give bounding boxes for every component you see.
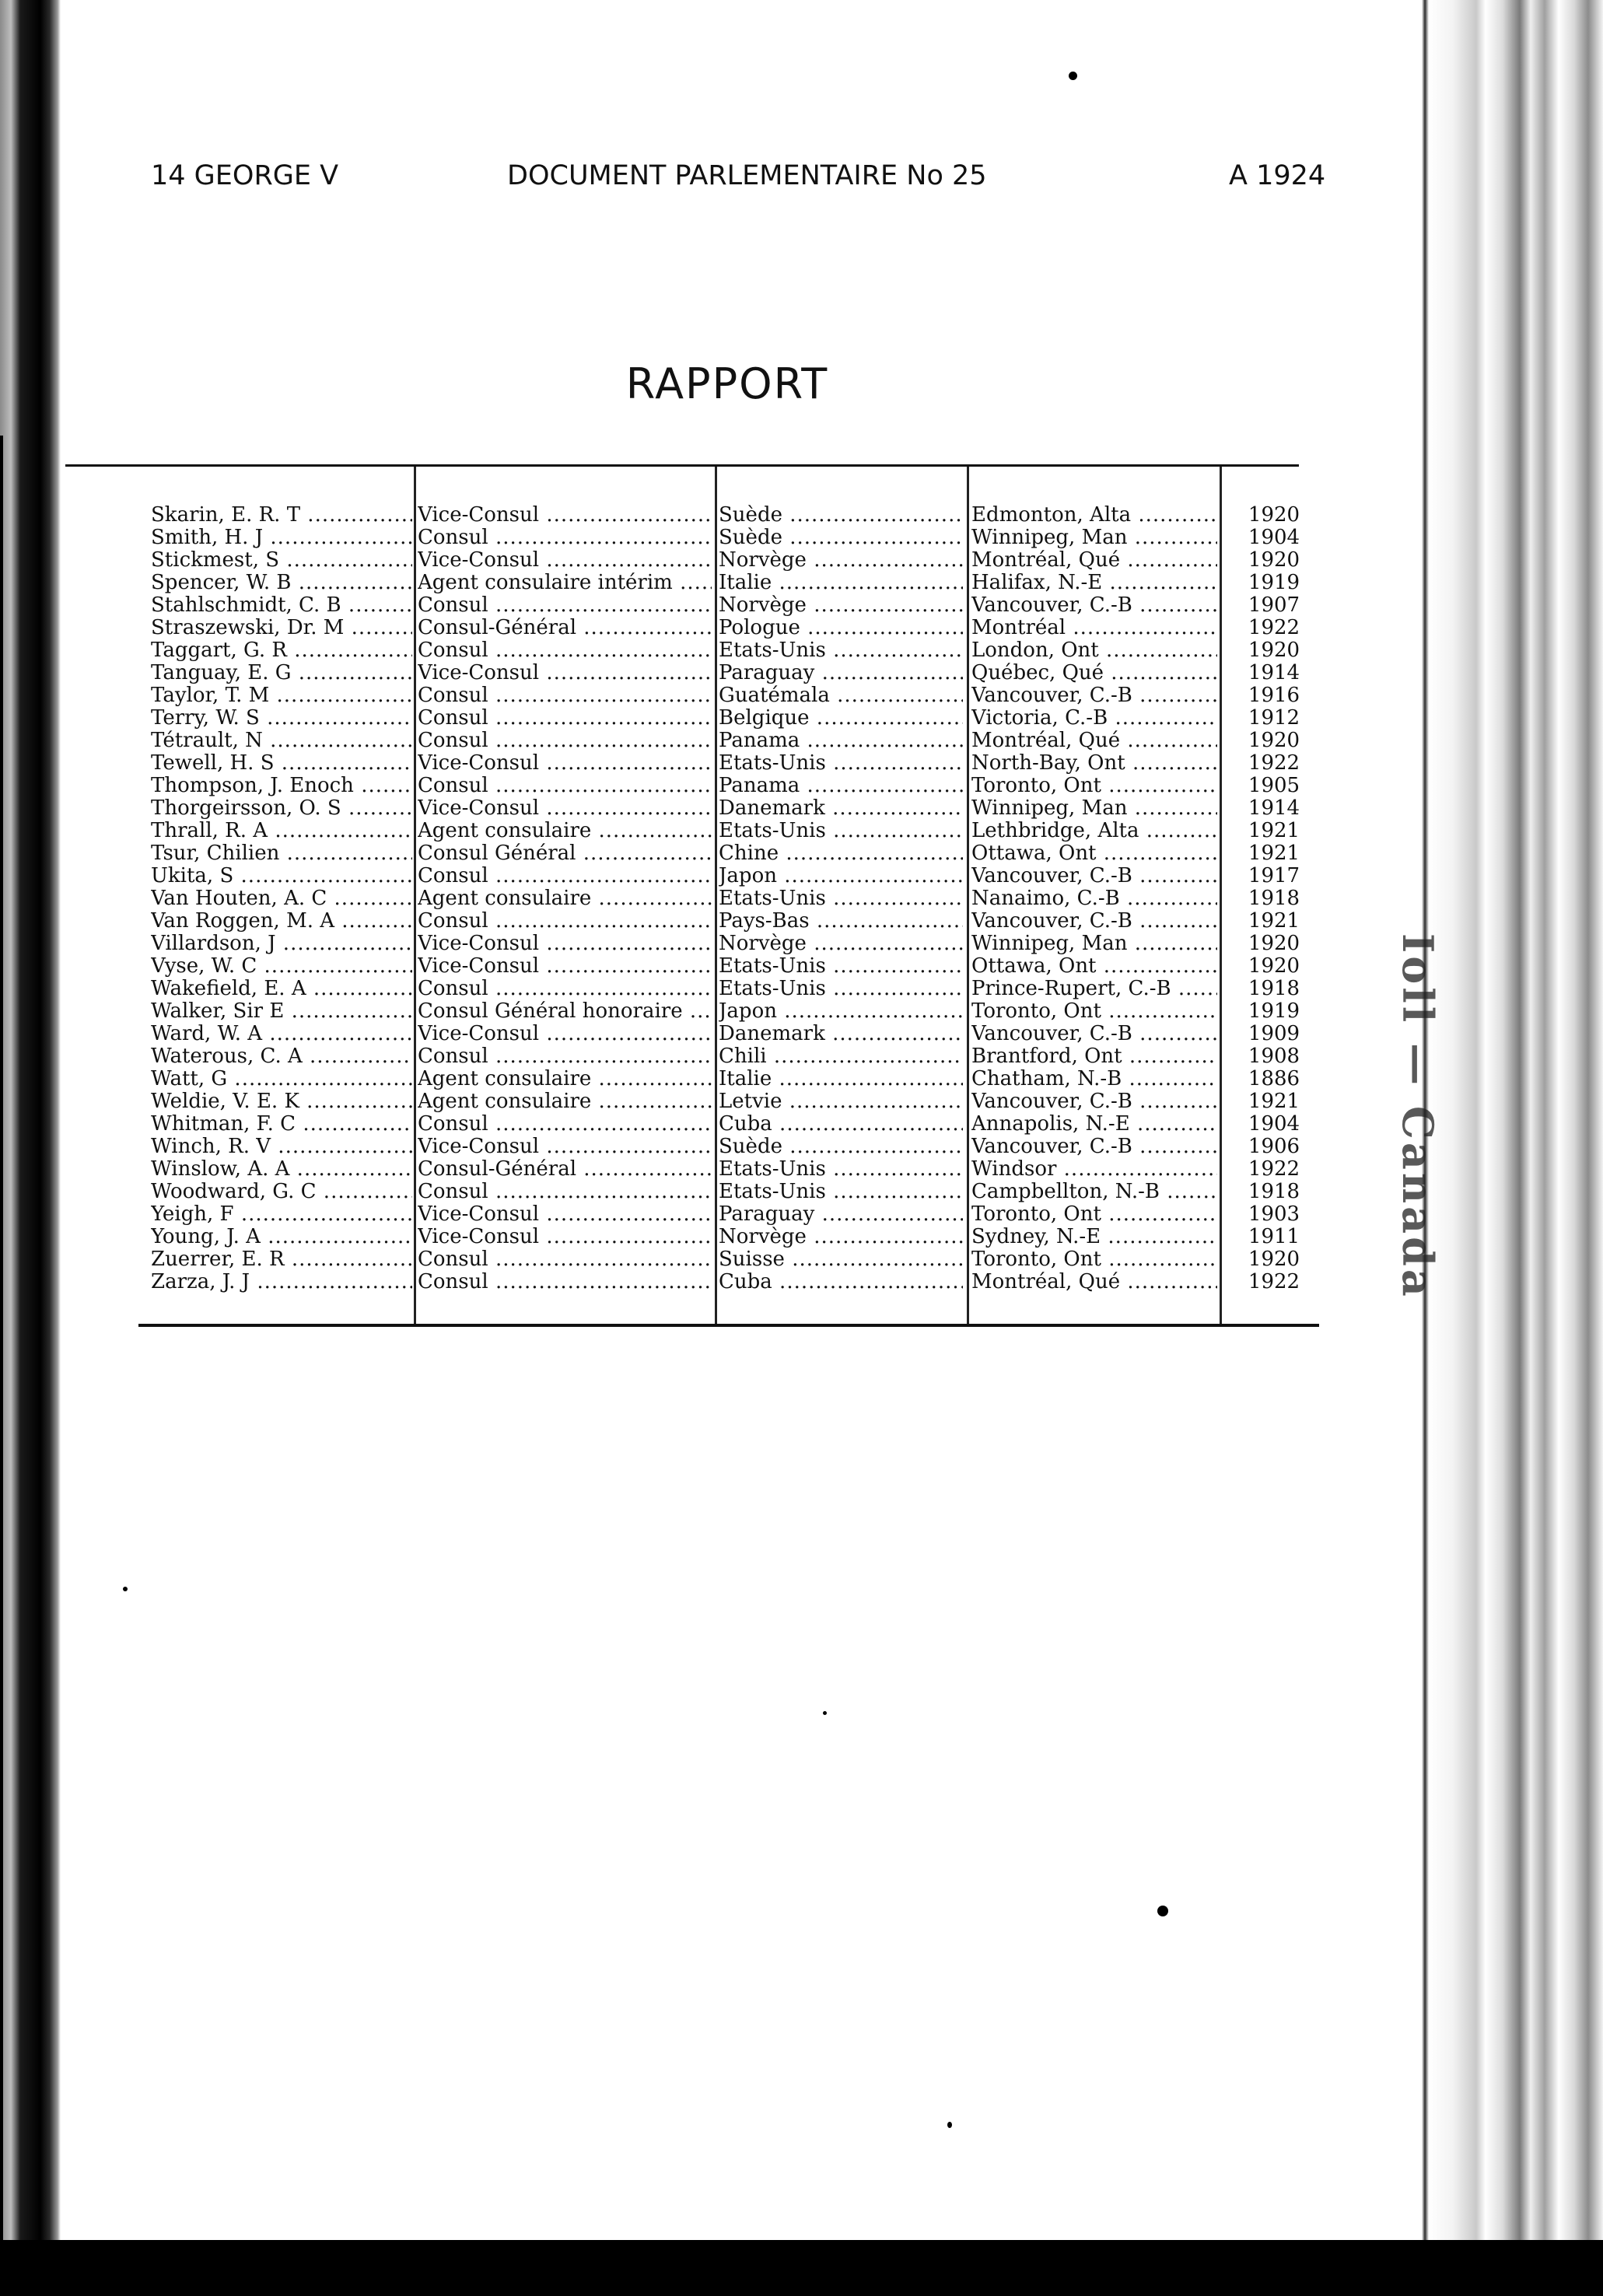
table-row bbox=[0, 1203, 1400, 1226]
cell-city: Brantford, Ont ..... bbox=[971, 1045, 1217, 1068]
cell-title: Vice-Consul ..... bbox=[418, 1136, 712, 1158]
cell-title: Consul ..... bbox=[418, 730, 712, 752]
cell-year: 1920 bbox=[1248, 955, 1300, 978]
cell-country: Letvie ..... bbox=[719, 1090, 963, 1113]
table-row bbox=[0, 955, 1400, 978]
cell-name: Young, J. A ..... bbox=[151, 1226, 412, 1248]
cell-country: Paraguay ..... bbox=[719, 1203, 963, 1226]
table-row bbox=[0, 617, 1400, 639]
cell-name: Ward, W. A ..... bbox=[151, 1023, 412, 1045]
cell-country: Etats-Unis ..... bbox=[719, 978, 963, 1000]
table-bottom-rule bbox=[138, 1324, 1319, 1327]
cell-title: Vice-Consul ..... bbox=[418, 955, 712, 978]
cell-city: Annapolis, N.-E ..... bbox=[971, 1113, 1217, 1136]
cell-year: 1920 bbox=[1248, 1248, 1300, 1271]
table-row bbox=[0, 1045, 1400, 1068]
cell-country: Panama ..... bbox=[719, 775, 963, 797]
cell-country: Pays-Bas ..... bbox=[719, 910, 963, 933]
cell-city: Ottawa, Ont ..... bbox=[971, 955, 1217, 978]
table-row bbox=[0, 1158, 1400, 1181]
scan-speck bbox=[1157, 1906, 1168, 1916]
cell-title: Vice-Consul ..... bbox=[418, 1023, 712, 1045]
cell-title: Vice-Consul ..... bbox=[418, 1226, 712, 1248]
table-row bbox=[0, 527, 1400, 549]
cell-city: Nanaimo, C.-B ..... bbox=[971, 887, 1217, 910]
right-binding-edge bbox=[1422, 0, 1603, 2296]
cell-name: Whitman, F. C ..... bbox=[151, 1113, 412, 1136]
cell-country: Guatémala ..... bbox=[719, 684, 963, 707]
cell-name: Thorgeirsson, O. S ..... bbox=[151, 797, 412, 820]
table-row bbox=[0, 662, 1400, 684]
table-row bbox=[0, 684, 1400, 707]
table-row bbox=[0, 639, 1400, 662]
cell-city: Montréal, Qué ..... bbox=[971, 549, 1217, 572]
table-row bbox=[0, 504, 1400, 527]
cell-city: Chatham, N.-B ..... bbox=[971, 1068, 1217, 1090]
table-row bbox=[0, 549, 1400, 572]
cell-country: Pologue ..... bbox=[719, 617, 963, 639]
cell-country: Etats-Unis ..... bbox=[719, 1181, 963, 1203]
cell-year: 1918 bbox=[1248, 978, 1300, 1000]
page-title: RAPPORT bbox=[625, 359, 829, 408]
table-row bbox=[0, 1000, 1400, 1023]
table-row bbox=[0, 707, 1400, 730]
cell-title: Vice-Consul ..... bbox=[418, 752, 712, 775]
cell-year: 1920 bbox=[1248, 504, 1300, 527]
cell-year: 1886 bbox=[1248, 1068, 1300, 1090]
cell-city: Sydney, N.-E ..... bbox=[971, 1226, 1217, 1248]
cell-title: Vice-Consul ..... bbox=[418, 1203, 712, 1226]
cell-city: Windsor ..... bbox=[971, 1158, 1217, 1181]
cell-city: Montréal ..... bbox=[971, 617, 1217, 639]
cell-name: Walker, Sir E ..... bbox=[151, 1000, 412, 1023]
header-center: DOCUMENT PARLEMENTAIRE No 25 bbox=[507, 160, 987, 191]
cell-title: Consul Général honoraire ..... bbox=[418, 1000, 712, 1023]
cell-country: Norvège ..... bbox=[719, 549, 963, 572]
cell-name: Spencer, W. B ..... bbox=[151, 572, 412, 594]
cell-name: Van Houten, A. C ..... bbox=[151, 887, 412, 910]
cell-title: Agent consulaire ..... bbox=[418, 1068, 712, 1090]
cell-country: Norvège ..... bbox=[719, 933, 963, 955]
cell-year: 1922 bbox=[1248, 752, 1300, 775]
cell-country: Norvège ..... bbox=[719, 1226, 963, 1248]
cell-year: 1922 bbox=[1248, 617, 1300, 639]
header-left: 14 GEORGE V bbox=[151, 160, 339, 191]
cell-name: Taylor, T. M ..... bbox=[151, 684, 412, 707]
table-row bbox=[0, 820, 1400, 842]
cell-country: Italie ..... bbox=[719, 1068, 963, 1090]
cell-year: 1919 bbox=[1248, 1000, 1300, 1023]
cell-country: Etats-Unis ..... bbox=[719, 752, 963, 775]
cell-year: 1903 bbox=[1248, 1203, 1300, 1226]
cell-title: Agent consulaire ..... bbox=[418, 887, 712, 910]
cell-year: 1908 bbox=[1248, 1045, 1300, 1068]
cell-year: 1904 bbox=[1248, 527, 1300, 549]
cell-country: Chili ..... bbox=[719, 1045, 963, 1068]
cell-year: 1921 bbox=[1248, 1090, 1300, 1113]
table-row bbox=[0, 1113, 1400, 1136]
cell-year: 1916 bbox=[1248, 684, 1300, 707]
cell-city: Prince-Rupert, C.-B ..... bbox=[971, 978, 1217, 1000]
cell-city: Winnipeg, Man ..... bbox=[971, 797, 1217, 820]
cell-year: 1912 bbox=[1248, 707, 1300, 730]
cell-name: Waterous, C. A ..... bbox=[151, 1045, 412, 1068]
cell-year: 1920 bbox=[1248, 639, 1300, 662]
table-row bbox=[0, 752, 1400, 775]
cell-name: Zarza, J. J ..... bbox=[151, 1271, 412, 1293]
table-row bbox=[0, 1271, 1400, 1293]
cell-country: Danemark ..... bbox=[719, 797, 963, 820]
cell-name: Wakefield, E. A ..... bbox=[151, 978, 412, 1000]
scan-speck bbox=[947, 2122, 952, 2128]
cell-country: Suède ..... bbox=[719, 527, 963, 549]
table-row bbox=[0, 910, 1400, 933]
cell-title: Consul ..... bbox=[418, 707, 712, 730]
cell-city: Montréal, Qué ..... bbox=[971, 730, 1217, 752]
cell-name: Skarin, E. R. T ..... bbox=[151, 504, 412, 527]
cell-title: Consul ..... bbox=[418, 527, 712, 549]
cell-title: Consul ..... bbox=[418, 1248, 712, 1271]
table-row bbox=[0, 978, 1400, 1000]
scan-speck bbox=[1069, 72, 1077, 80]
cell-title: Agent consulaire ..... bbox=[418, 820, 712, 842]
cell-name: Tsur, Chilien ..... bbox=[151, 842, 412, 865]
header-right: A 1924 bbox=[1229, 160, 1326, 191]
cell-name: Winch, R. V ..... bbox=[151, 1136, 412, 1158]
cell-title: Consul ..... bbox=[418, 865, 712, 887]
table-top-rule bbox=[65, 464, 1299, 467]
cell-year: 1922 bbox=[1248, 1271, 1300, 1293]
cell-year: 1914 bbox=[1248, 662, 1300, 684]
cell-name: Terry, W. S ..... bbox=[151, 707, 412, 730]
cell-year: 1918 bbox=[1248, 887, 1300, 910]
cell-country: Etats-Unis ..... bbox=[719, 887, 963, 910]
cell-year: 1904 bbox=[1248, 1113, 1300, 1136]
cell-city: Victoria, C.-B ..... bbox=[971, 707, 1217, 730]
cell-city: Vancouver, C.-B ..... bbox=[971, 684, 1217, 707]
cell-title: Consul ..... bbox=[418, 910, 712, 933]
cell-title: Consul ..... bbox=[418, 1271, 712, 1293]
cell-title: Consul ..... bbox=[418, 594, 712, 617]
table-row bbox=[0, 887, 1400, 910]
table-row bbox=[0, 1248, 1400, 1271]
cell-name: Winslow, A. A ..... bbox=[151, 1158, 412, 1181]
cell-country: Norvège ..... bbox=[719, 594, 963, 617]
table-row bbox=[0, 1023, 1400, 1045]
cell-year: 1907 bbox=[1248, 594, 1300, 617]
cell-city: Vancouver, C.-B ..... bbox=[971, 1090, 1217, 1113]
cell-country: Japon ..... bbox=[719, 1000, 963, 1023]
cell-country: Etats-Unis ..... bbox=[719, 1158, 963, 1181]
cell-city: Ottawa, Ont ..... bbox=[971, 842, 1217, 865]
cell-name: Vyse, W. C ..... bbox=[151, 955, 412, 978]
cell-city: Vancouver, C.-B ..... bbox=[971, 865, 1217, 887]
cell-country: Japon ..... bbox=[719, 865, 963, 887]
cell-city: Edmonton, Alta ..... bbox=[971, 504, 1217, 527]
cell-country: Belgique ..... bbox=[719, 707, 963, 730]
cell-country: Danemark ..... bbox=[719, 1023, 963, 1045]
cell-country: Chine ..... bbox=[719, 842, 963, 865]
cell-city: Montréal, Qué ..... bbox=[971, 1271, 1217, 1293]
cell-name: Tanguay, E. G ..... bbox=[151, 662, 412, 684]
table-row bbox=[0, 572, 1400, 594]
cell-year: 1906 bbox=[1248, 1136, 1300, 1158]
cell-city: Halifax, N.-E ..... bbox=[971, 572, 1217, 594]
cell-country: Cuba ..... bbox=[719, 1113, 963, 1136]
cell-year: 1921 bbox=[1248, 842, 1300, 865]
table-row bbox=[0, 933, 1400, 955]
cell-country: Panama ..... bbox=[719, 730, 963, 752]
cell-city: Toronto, Ont ..... bbox=[971, 775, 1217, 797]
cell-country: Suède ..... bbox=[719, 1136, 963, 1158]
table-row bbox=[0, 1136, 1400, 1158]
cell-year: 1922 bbox=[1248, 1158, 1300, 1181]
cell-year: 1920 bbox=[1248, 549, 1300, 572]
cell-name: Straszewski, Dr. M ..... bbox=[151, 617, 412, 639]
cell-year: 1914 bbox=[1248, 797, 1300, 820]
cell-title: Consul ..... bbox=[418, 1181, 712, 1203]
table-row bbox=[0, 797, 1400, 820]
cell-year: 1918 bbox=[1248, 1181, 1300, 1203]
cell-name: Weldie, V. E. K ..... bbox=[151, 1090, 412, 1113]
cell-title: Agent consulaire intérim ..... bbox=[418, 572, 712, 594]
cell-city: London, Ont ..... bbox=[971, 639, 1217, 662]
cell-title: Vice-Consul ..... bbox=[418, 504, 712, 527]
cell-title: Consul ..... bbox=[418, 775, 712, 797]
cell-country: Italie ..... bbox=[719, 572, 963, 594]
cell-city: Toronto, Ont ..... bbox=[971, 1000, 1217, 1023]
cell-city: Winnipeg, Man ..... bbox=[971, 933, 1217, 955]
scan-speck bbox=[823, 1711, 827, 1715]
cell-country: Paraguay ..... bbox=[719, 662, 963, 684]
running-header bbox=[0, 160, 1603, 199]
table-row bbox=[0, 730, 1400, 752]
cell-title: Consul-Général ..... bbox=[418, 1158, 712, 1181]
cell-year: 1909 bbox=[1248, 1023, 1300, 1045]
cell-name: Taggart, G. R ..... bbox=[151, 639, 412, 662]
cell-city: Vancouver, C.-B ..... bbox=[971, 1136, 1217, 1158]
cell-title: Vice-Consul ..... bbox=[418, 933, 712, 955]
cell-title: Consul ..... bbox=[418, 978, 712, 1000]
cell-city: North-Bay, Ont ..... bbox=[971, 752, 1217, 775]
cell-name: Ukita, S ..... bbox=[151, 865, 412, 887]
cell-title: Agent consulaire ..... bbox=[418, 1090, 712, 1113]
cell-year: 1920 bbox=[1248, 933, 1300, 955]
cell-country: Etats-Unis ..... bbox=[719, 955, 963, 978]
cell-name: Watt, G ..... bbox=[151, 1068, 412, 1090]
cell-city: Vancouver, C.-B ..... bbox=[971, 1023, 1217, 1045]
cell-city: Toronto, Ont ..... bbox=[971, 1203, 1217, 1226]
cell-year: 1921 bbox=[1248, 910, 1300, 933]
spine-text: Ioll — Canada bbox=[1393, 933, 1443, 1300]
cell-name: Zuerrer, E. R ..... bbox=[151, 1248, 412, 1271]
cell-title: Consul Général ..... bbox=[418, 842, 712, 865]
cell-city: Campbellton, N.-B ..... bbox=[971, 1181, 1217, 1203]
table-row bbox=[0, 594, 1400, 617]
cell-year: 1905 bbox=[1248, 775, 1300, 797]
cell-city: Winnipeg, Man ..... bbox=[971, 527, 1217, 549]
cell-name: Van Roggen, M. A ..... bbox=[151, 910, 412, 933]
cell-title: Consul ..... bbox=[418, 1113, 712, 1136]
cell-city: Vancouver, C.-B ..... bbox=[971, 910, 1217, 933]
cell-name: Tewell, H. S ..... bbox=[151, 752, 412, 775]
table-row bbox=[0, 842, 1400, 865]
cell-year: 1920 bbox=[1248, 730, 1300, 752]
table-row bbox=[0, 1226, 1400, 1248]
cell-year: 1911 bbox=[1248, 1226, 1300, 1248]
cell-title: Vice-Consul ..... bbox=[418, 549, 712, 572]
scan-bottom-edge bbox=[0, 2240, 1603, 2296]
consul-table bbox=[0, 504, 1400, 1293]
cell-name: Thompson, J. Enoch ..... bbox=[151, 775, 412, 797]
cell-title: Vice-Consul ..... bbox=[418, 797, 712, 820]
cell-city: Lethbridge, Alta ..... bbox=[971, 820, 1217, 842]
cell-city: Québec, Qué ..... bbox=[971, 662, 1217, 684]
cell-name: Thrall, R. A ..... bbox=[151, 820, 412, 842]
cell-title: Consul-Général ..... bbox=[418, 617, 712, 639]
cell-country: Cuba ..... bbox=[719, 1271, 963, 1293]
cell-country: Suède ..... bbox=[719, 504, 963, 527]
cell-name: Stickmest, S ..... bbox=[151, 549, 412, 572]
cell-year: 1919 bbox=[1248, 572, 1300, 594]
cell-year: 1917 bbox=[1248, 865, 1300, 887]
table-row bbox=[0, 1068, 1400, 1090]
scan-speck bbox=[123, 1587, 128, 1591]
cell-country: Etats-Unis ..... bbox=[719, 639, 963, 662]
cell-city: Toronto, Ont ..... bbox=[971, 1248, 1217, 1271]
cell-name: Woodward, G. C ..... bbox=[151, 1181, 412, 1203]
table-row bbox=[0, 1181, 1400, 1203]
table-row bbox=[0, 775, 1400, 797]
cell-name: Smith, H. J ..... bbox=[151, 527, 412, 549]
cell-name: Yeigh, F ..... bbox=[151, 1203, 412, 1226]
cell-city: Vancouver, C.-B ..... bbox=[971, 594, 1217, 617]
cell-title: Consul ..... bbox=[418, 1045, 712, 1068]
cell-name: Villardson, J ..... bbox=[151, 933, 412, 955]
cell-title: Consul ..... bbox=[418, 639, 712, 662]
cell-country: Suisse ..... bbox=[719, 1248, 963, 1271]
table-row bbox=[0, 1090, 1400, 1113]
cell-name: Tétrault, N ..... bbox=[151, 730, 412, 752]
table-row bbox=[0, 865, 1400, 887]
cell-year: 1921 bbox=[1248, 820, 1300, 842]
cell-title: Consul ..... bbox=[418, 684, 712, 707]
cell-title: Vice-Consul ..... bbox=[418, 662, 712, 684]
cell-country: Etats-Unis ..... bbox=[719, 820, 963, 842]
cell-name: Stahlschmidt, C. B ..... bbox=[151, 594, 412, 617]
